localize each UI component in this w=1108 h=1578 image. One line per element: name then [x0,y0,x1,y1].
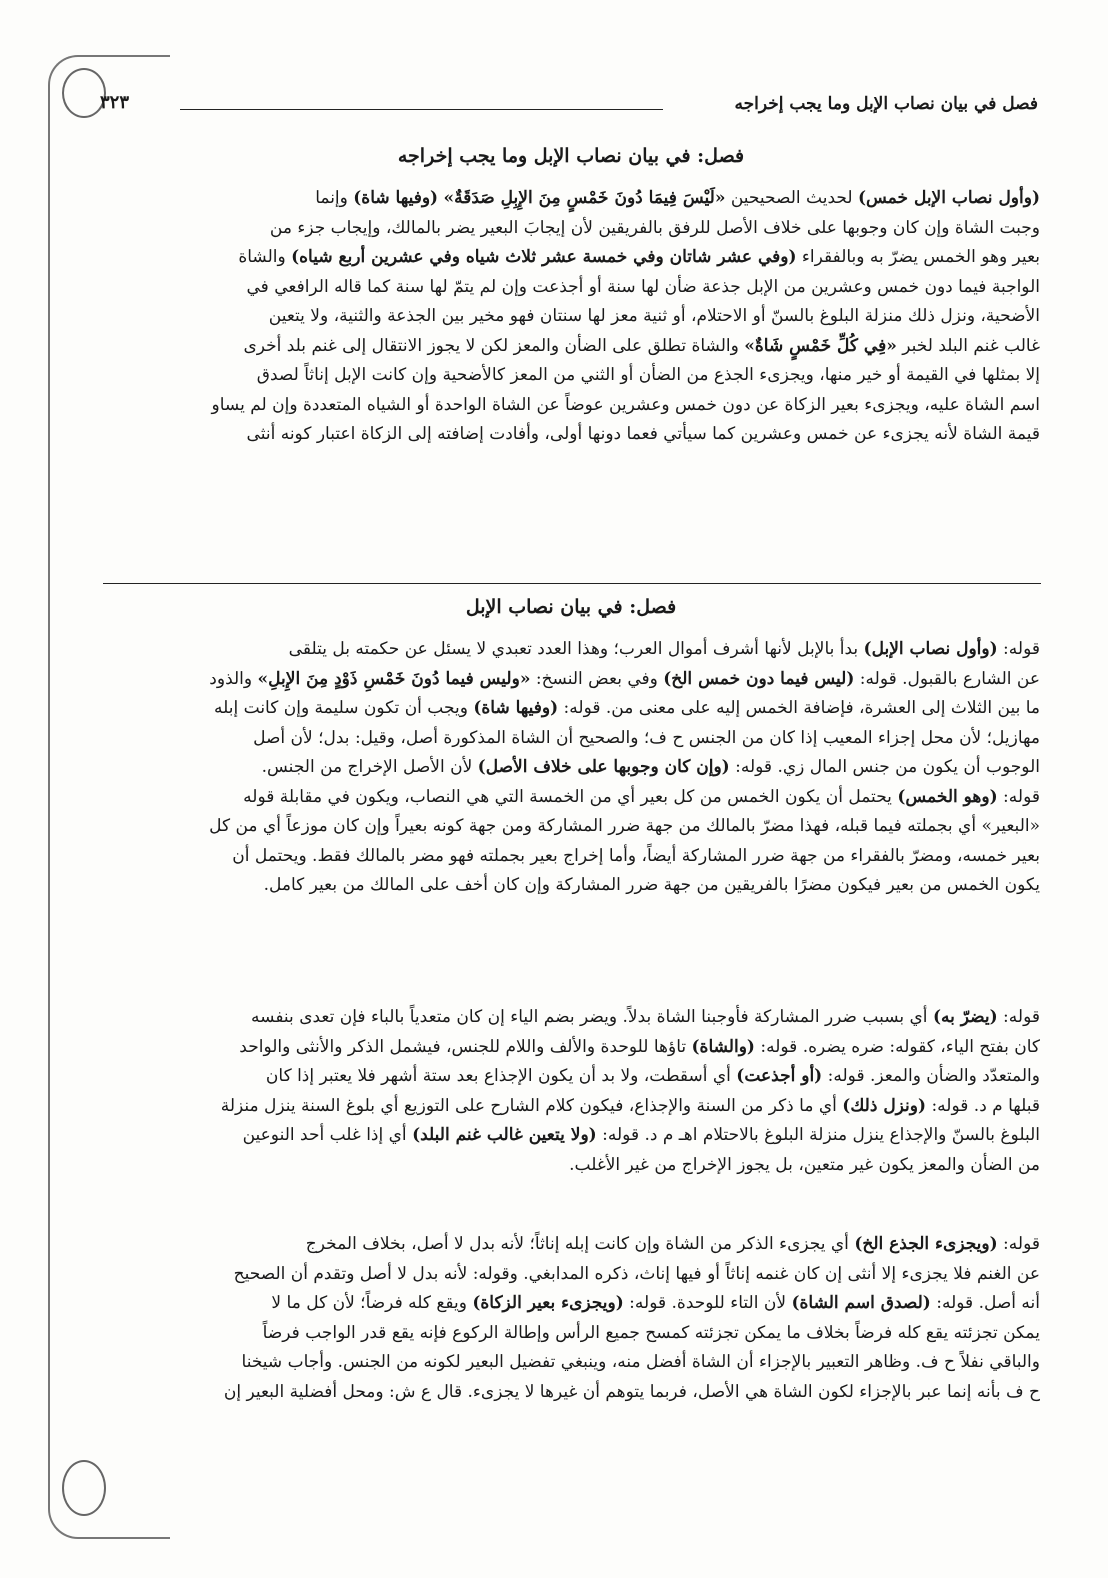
text-line: إلا بمثلها في القيمة أو خير منها، ويجزىء الجذع من الضأن أو الثني من المعز كالأضحية وإن كانت الإبل إناثاً لصدق [256,365,1040,385]
header-rule [180,109,663,110]
text-line: بعير وهو الخمس يضرّ به وبالفقراء (وفي عشر شاتان وفي خمسة عشر ثلاث شياه وفي عشرين أربع شياه) والشاة [238,247,1040,267]
page-number: ٣٢٣ [100,92,130,113]
running-title: فصل في بيان نصاب الإبل وما يجب إخراجه [734,94,1038,114]
commentary-section-title: فصل: في بيان نصاب الإبل [465,596,677,618]
text-line: قيمة الشاة لأنه يجزىء عن خمس وعشرين كما سيأتي فعما دونها أولى، وأفادت إضافته إلى الزكاة اعتبار كونه أنثى [246,424,1040,444]
text-line: اسم الشاة عليه، ويجزىء بعير الزكاة عن دون خمس وعشرين عوضاً عن الشاة الواحدة أو الشياه المتعددة وإن لم يساو [211,394,1040,415]
main-section-title: فصل: في بيان نصاب الإبل وما يجب إخراجه [397,145,745,167]
text-line: الأضحية، ونزل ذلك منزلة البلوغ بالسنّ أو الاحتلام، أو ثنية معز لها سنتان فهو مخير بين الجذعة والثنية، ولا يتعين [268,306,1040,326]
text-line: (وأول نصاب الإبل خمس) لحديث الصحيحين «لَيْسَ فِيمَا دُونَ خَمْسٍ مِنَ الإِبِلِ صَدَقَةٌ» (وفيها شاة) وإنما [315,188,1040,208]
text-line: وجبت الشاة وإن كان وجوبها على خلاف الأصل للرفق بالفريقين لأن إيجابَ البعير يضر بالمالك، وإيجاب جزء من [269,217,1040,238]
text-line: الواجبة فيما دون خمس وعشرين من الإبل جذعة ضأن لها سنة أو أجذعت وإن لم يتمّ لها سنة كما قاله الرافعي في [246,276,1040,297]
main-text [102,184,1040,450]
commentary-paragraph-1: قوله: (وأول نصاب الإبل) بدأ بالإبل لأنها أشرف أموال العرب؛ وهذا العدد تعبدي لا يسئل عن حكمته بل يتلقى عن الشارع بالقبول. قوله: (ليس فيما دون خمس الخ) وفي بعض النسخ: «وليس فيما دُونَ خَمْسِ ذَوْدٍ مِنَ الإِبلِ» والذود ما بين الثلاث إلى العشرة، فإضافة الخمس إليه على معنى من. قوله: (وفيها شاة) ويجب أن تكون سليمة وإن كانت إبله مهازيل؛ لأن محل إجزاء المعيب إذا كان من الجنس ح ف؛ والصحيح أن الشاة المذكورة أصل، وقيل: بدل؛ لأن أصل الوجوب أن يكون من جنس المال زي. قوله: (وإن كان وجوبها على خلاف الأصل) لأن الأصل الإخراج من الجنس. قوله: (وهو الخمس) يحتمل أن يكون الخمس من كل بعير أي من الخمسة التي هي النصاب، ويكون في مقابلة قوله «البعير» أي بجملته فيما قبله، فهذا مضرّ بالمالك من جهة ضرر المشاركة ومن جهة كونه بعيراً وإن كان موزعاً أي من كل بعير خمسه، ومضرّ بالفقراء من جهة ضرر المشاركة أيضاً، وأما إخراج بعير بجملته فهو مضر بالمالك فقط. ويحتمل أن يكون الخمس من بعير فيكون مضرًا بالفريقين من جهة ضرر المشاركة وإن كان أخف على المالك من بعير كامل. [209,639,1040,895]
commentary-paragraph-3: قوله: (ويجزىء الجذع الخ) أي يجزىء الذكر من الشاة وإن كانت إبله إناثاً؛ لأنه بدل لا أصل، بخلاف المخرج عن الغنم فلا يجزىء إلا أنثى إن كان غنمه إناثاً أو فيها إناث، ذكره المدابغي. وقوله: لأنه بدل لا أصل وتقدم أن الصحيح أنه أصل. قوله: (لصدق اسم الشاة) لأن التاء للوحدة. قوله: (ويجزىء بعير الزكاة) ويقع كله فرضاً؛ لأن كل ما لا يمكن تجزئته يقع كله فرضاً بخلاف ما يمكن تجزئته كمسح جميع الرأس وإطالة الركوع فإنه يقع قدر الواجب فرضاً والباقي نفلاً ح ف. وظاهر التعبير بالإجزاء أن الشاة أفضل منه، وينبغي تفضيل البعير لكونه من الجنس. وأجاب شيخنا ح ف بأنه إنما عبر بالإجزاء لكون الشاة هي الأصل، فربما يتوهم أن غيرها لا يجزىء. قال ع ش: ومحل أفضلية البعير إن [223,1234,1040,1402]
commentary-paragraph-2: قوله: (يضرّ به) أي بسبب ضرر المشاركة فأوجبنا الشاة بدلاً. ويضر بضم الياء إن كان متعدياً بالباء فإن تعدى بنفسه كان بفتح الياء، كقوله: ضره يضره. قوله: (والشاة) تاؤها للوحدة والألف واللام للجنس، فيشمل الذكر والأنثى والواحد والمتعدّد والضأن والمعز. قوله: (أو أجذعت) أي أسقطت، ولا بد أن يكون الإجذاع بعد ستة أشهر فلا يعتبر إذا كان قبلها م د. قوله: (ونزل ذلك) أي ما ذكر من السنة والإجذاع، فيكون كلام الشارح على التوزيع أي بلوغ السنة ينزل منزلة البلوغ بالسنّ والإجذاع ينزل منزلة البلوغ بالاحتلام اهـ م د. قوله: (ولا يتعين غالب غنم البلد) أي إذا غلب أحد النوعين من الضأن والمعز يكون غير متعين، بل يجوز الإخراج من غير الأغلب. [220,1007,1040,1175]
text-line: غالب غنم البلد لخبر «فِي كُلِّ خَمْسٍ شَاةٌ» والشاة تطلق على الضأن والمعز لكن لا يجوز الانتقال إلى غنم بلد أخرى [243,335,1040,356]
page-frame-bottom-scroll-ornament [62,1460,106,1516]
page-header [100,94,1038,124]
section-separator [103,583,1041,584]
